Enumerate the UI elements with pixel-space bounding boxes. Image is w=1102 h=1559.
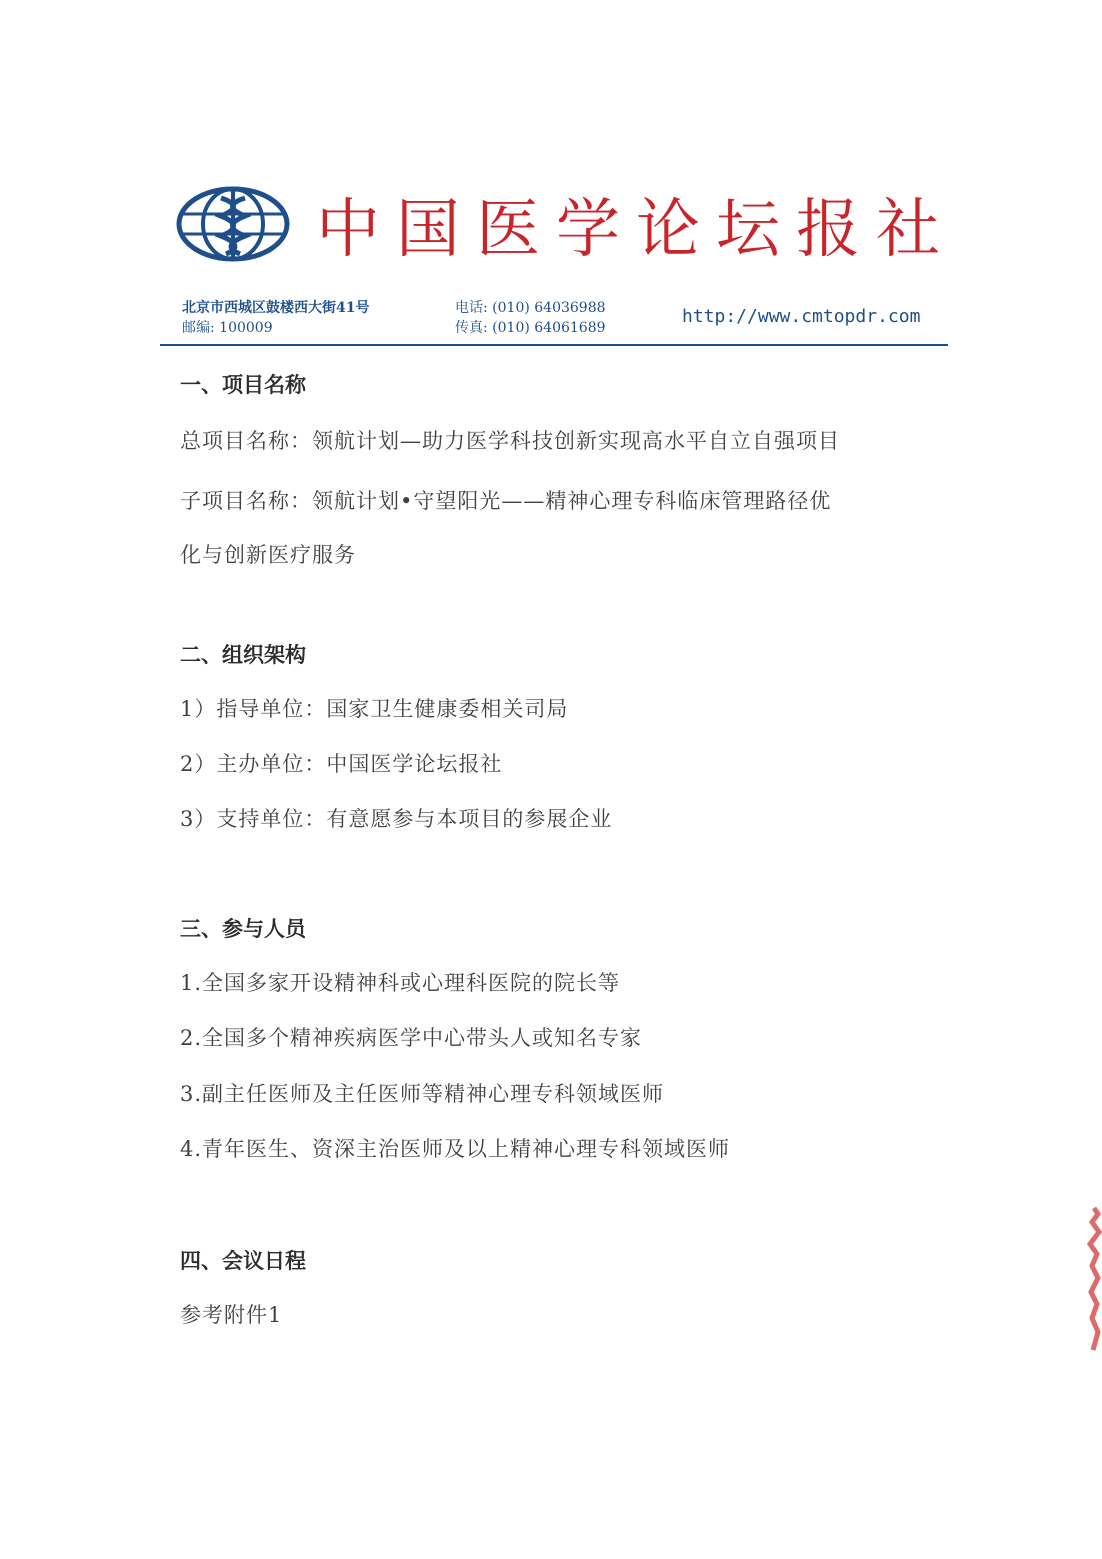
text-line: 3）支持单位：有意愿参与本项目的参展企业 <box>180 807 613 831</box>
text-line: 化与创新医疗服务 <box>180 543 356 567</box>
text-line: 2.全国多个精神疾病医学中心带头人或知名专家 <box>180 1026 643 1050</box>
seal-stamp-edge <box>1080 1204 1102 1354</box>
text-line: 子项目名称：领航计划•守望阳光——精神心理专科临床管理路径优 <box>180 489 832 513</box>
letterhead-rule <box>160 344 948 346</box>
fax-line: 传真: (010) 64061689 <box>455 320 606 336</box>
postcode-line: 邮编: 100009 <box>182 320 273 336</box>
section-heading-project-name: 一、项目名称 <box>180 373 306 397</box>
section-heading-schedule: 四、会议日程 <box>180 1249 306 1273</box>
text-line: 参考附件1 <box>180 1303 283 1327</box>
globe-caduceus-logo <box>176 186 290 262</box>
text-line: 1.全国多家开设精神科或心理科医院的院长等 <box>180 971 621 995</box>
section-heading-participants: 三、参与人员 <box>180 917 306 941</box>
phone-line: 电话: (010) 64036988 <box>455 300 606 316</box>
address-line: 北京市西城区鼓楼西大街41号 <box>182 300 370 316</box>
text-line: 2）主办单位：中国医学论坛报社 <box>180 752 503 776</box>
brand-name: 中国医学论坛报社 <box>316 193 956 267</box>
text-line: 1）指导单位：国家卫生健康委相关司局 <box>180 697 569 721</box>
website-link[interactable]: http://www.cmtopdr.com <box>682 306 921 327</box>
text-line: 4.青年医生、资深主治医师及以上精神心理专科领域医师 <box>180 1137 731 1161</box>
text-line: 3.副主任医师及主任医师等精神心理专科领域医师 <box>180 1082 665 1106</box>
text-line: 总项目名称：领航计划—助力医学科技创新实现高水平自立自强项目 <box>180 429 840 453</box>
section-heading-organization: 二、组织架构 <box>180 643 306 667</box>
